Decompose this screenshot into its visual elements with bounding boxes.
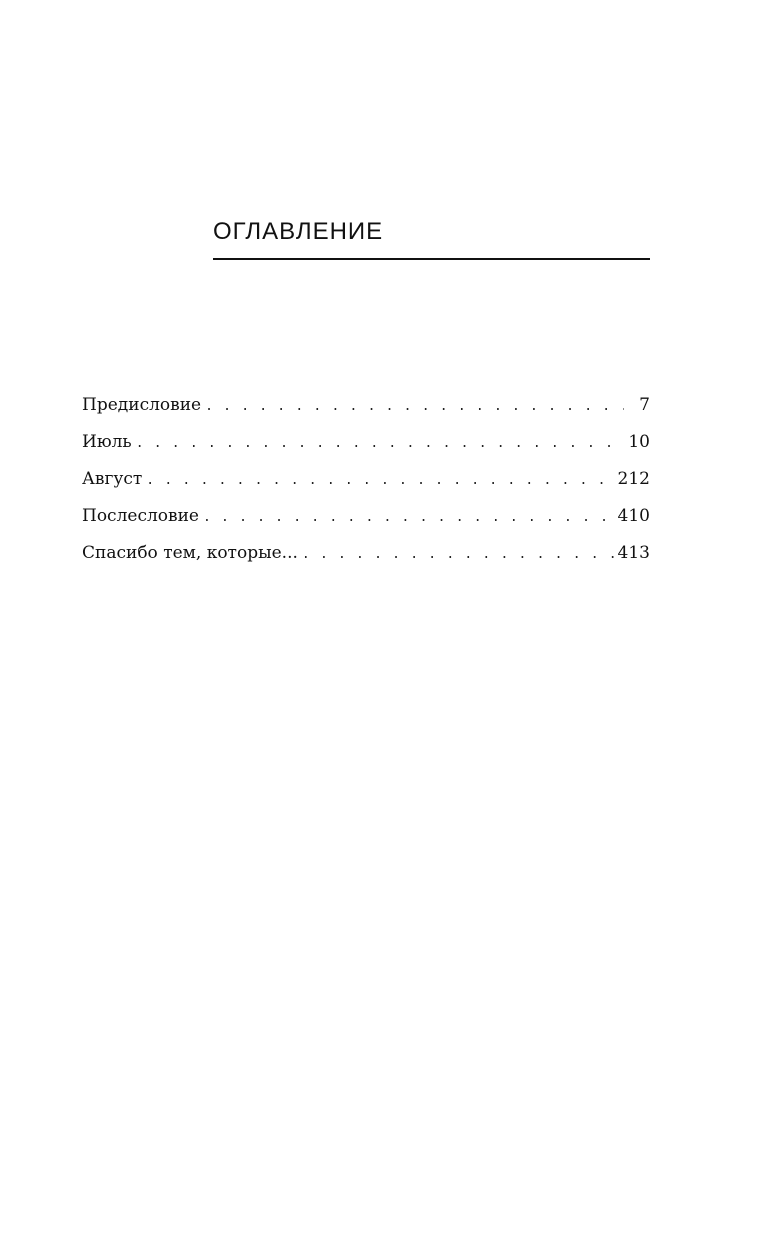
heading-underline bbox=[213, 258, 650, 260]
toc-entry[interactable] bbox=[82, 538, 650, 575]
toc-entry[interactable] bbox=[82, 464, 650, 501]
toc-entry-title: Спасибо тем, которые... bbox=[82, 543, 298, 563]
toc-entry-title: Август bbox=[82, 469, 143, 489]
table-of-contents bbox=[82, 390, 650, 575]
toc-entry[interactable] bbox=[82, 390, 650, 427]
toc-entry-page: 410 bbox=[617, 506, 650, 526]
toc-entry-page: 7 bbox=[639, 395, 650, 415]
toc-dot-leader bbox=[302, 540, 614, 570]
toc-entry-title: Послесловие bbox=[82, 506, 199, 526]
toc-entry-page: 413 bbox=[617, 543, 650, 563]
toc-entry-title: Июль bbox=[82, 432, 132, 452]
toc-entry-page: 10 bbox=[628, 432, 650, 452]
toc-dot-leader bbox=[136, 429, 624, 459]
toc-dot-leader bbox=[146, 466, 613, 496]
toc-entry[interactable] bbox=[82, 427, 650, 464]
toc-entry-title: Предисловие bbox=[82, 395, 202, 415]
page-title: ОГЛАВЛЕНИЕ bbox=[213, 218, 384, 245]
toc-dot-leader bbox=[203, 503, 614, 533]
toc-entry-page: 212 bbox=[617, 469, 650, 489]
toc-entry[interactable] bbox=[82, 501, 650, 538]
toc-dot-leader bbox=[205, 392, 624, 422]
